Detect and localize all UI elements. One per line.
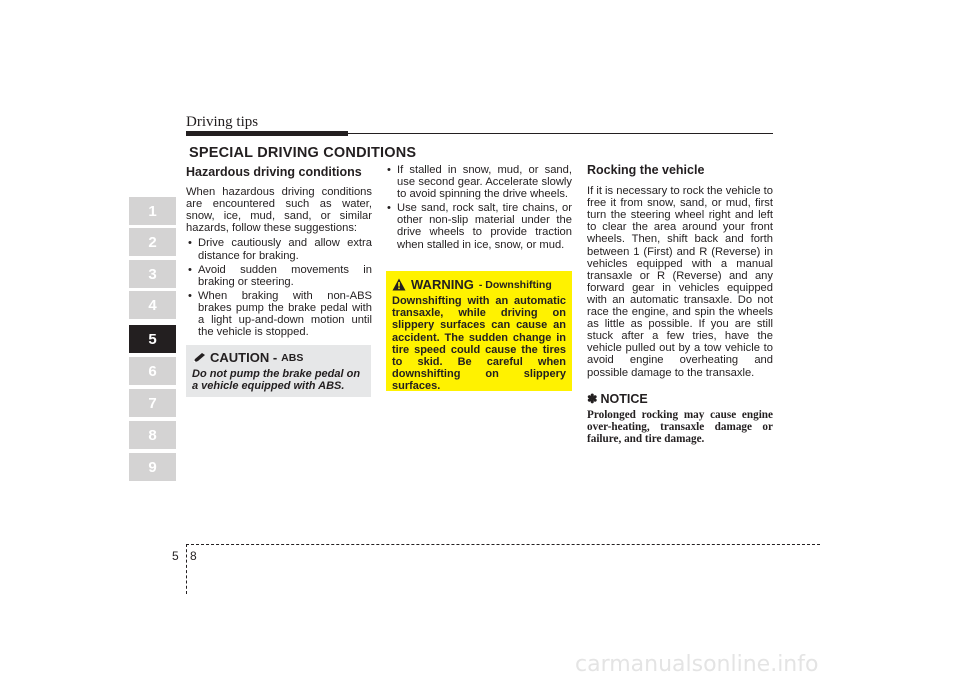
heading-rocking: Rocking the vehicle <box>587 163 705 177</box>
warning-topic: - Downshifting <box>478 278 552 291</box>
chapter-tab-2[interactable]: 2 <box>129 228 176 256</box>
warning-label: WARNING <box>411 277 474 292</box>
list-item: • If stalled in snow, mud, or sand, use second gear. Accelerate slowly to avoid spinning the drive wheels. <box>385 164 572 200</box>
chapter-tab-4[interactable]: 4 <box>129 291 176 319</box>
caution-title <box>192 350 365 365</box>
list-item: • Drive cautiously and allow extra distance for braking. <box>186 237 372 261</box>
list-item: • Avoid sudden movements in braking or steering. <box>186 264 372 288</box>
pencil-icon <box>192 352 206 364</box>
warning-triangle-icon <box>392 278 406 291</box>
header-rule-thin <box>348 133 773 134</box>
watermark: carmanualsonline.info <box>575 652 819 677</box>
notice-text: Prolonged rocking may cause engine over-heating, transaxle damage or failure, and tire damage. <box>587 408 773 446</box>
heading-hazardous: Hazardous driving conditions <box>186 165 362 179</box>
rocking-body: If it is necessary to rock the vehicle to free it from snow, sand, or mud, first turn the steering wheel right and left to clear the area around your front wheels. Then, shift back and forth between 1 (First) and R (Reverse) in vehicles equipped with a manual transaxle or R (Reverse) and any forward gear in vehicles equipped with an automatic transaxle. Do not race the engine, and spin the wheels as little as possible. If you are still stuck after a few tries, have the vehicle pulled out by a tow vehicle to avoid engine overheating and possible damage to the transaxle. <box>587 185 773 379</box>
caution-label: CAUTION - <box>210 350 278 365</box>
list-item: • When braking with non-ABS brakes pump the brake pedal with a light up-and-down motion until the vehicle is stopped. <box>186 290 372 338</box>
footer-divider <box>186 544 820 545</box>
caution-topic: ABS <box>281 351 304 364</box>
section-title: Driving tips <box>186 114 259 130</box>
stalled-list <box>385 164 572 251</box>
caution-text: Do not pump the brake pedal on a vehicle equipped with ABS. <box>192 368 361 392</box>
chapter-tab-5[interactable]: 5 <box>129 325 176 353</box>
hazardous-list <box>186 237 372 338</box>
page-number: 8 <box>190 549 197 563</box>
chapter-tab-9[interactable]: 9 <box>129 453 176 481</box>
notice-label: NOTICE <box>600 391 648 406</box>
caution-box <box>186 345 371 397</box>
header-rule-thick <box>186 131 348 136</box>
column-stalled <box>385 164 572 253</box>
hazardous-intro: When hazardous driving conditions are encountered such as water, snow, ice, mud, sand, or similar hazards, follow these suggestions: <box>186 186 372 235</box>
chapter-tab-6[interactable]: 6 <box>129 357 176 385</box>
page-chapter-number: 5 <box>172 549 179 563</box>
warning-text: Downshifting with an automatic transaxle, while driving on slippery surfaces can cause an accident. The sudden change in tire speed could cause the tires to skid. Be careful when downshifting on slippery surfaces. <box>392 295 566 393</box>
warning-box <box>386 271 572 391</box>
notice-title <box>587 393 773 405</box>
notice-symbol-icon: ✽ <box>587 391 598 406</box>
footer-divider-vertical <box>186 544 187 594</box>
chapter-tab-7[interactable]: 7 <box>129 389 176 417</box>
column-hazardous <box>186 166 372 340</box>
column-rocking <box>587 164 773 446</box>
warning-title <box>392 277 566 292</box>
chapter-tab-8[interactable]: 8 <box>129 421 176 449</box>
chapter-tab-3[interactable]: 3 <box>129 260 176 288</box>
chapter-tab-1[interactable]: 1 <box>129 197 176 225</box>
list-item: • Use sand, rock salt, tire chains, or other non-slip material under the drive wheels to provide traction when stalled in ice, snow, or mud. <box>385 202 572 250</box>
page-title: SPECIAL DRIVING CONDITIONS <box>189 145 417 161</box>
